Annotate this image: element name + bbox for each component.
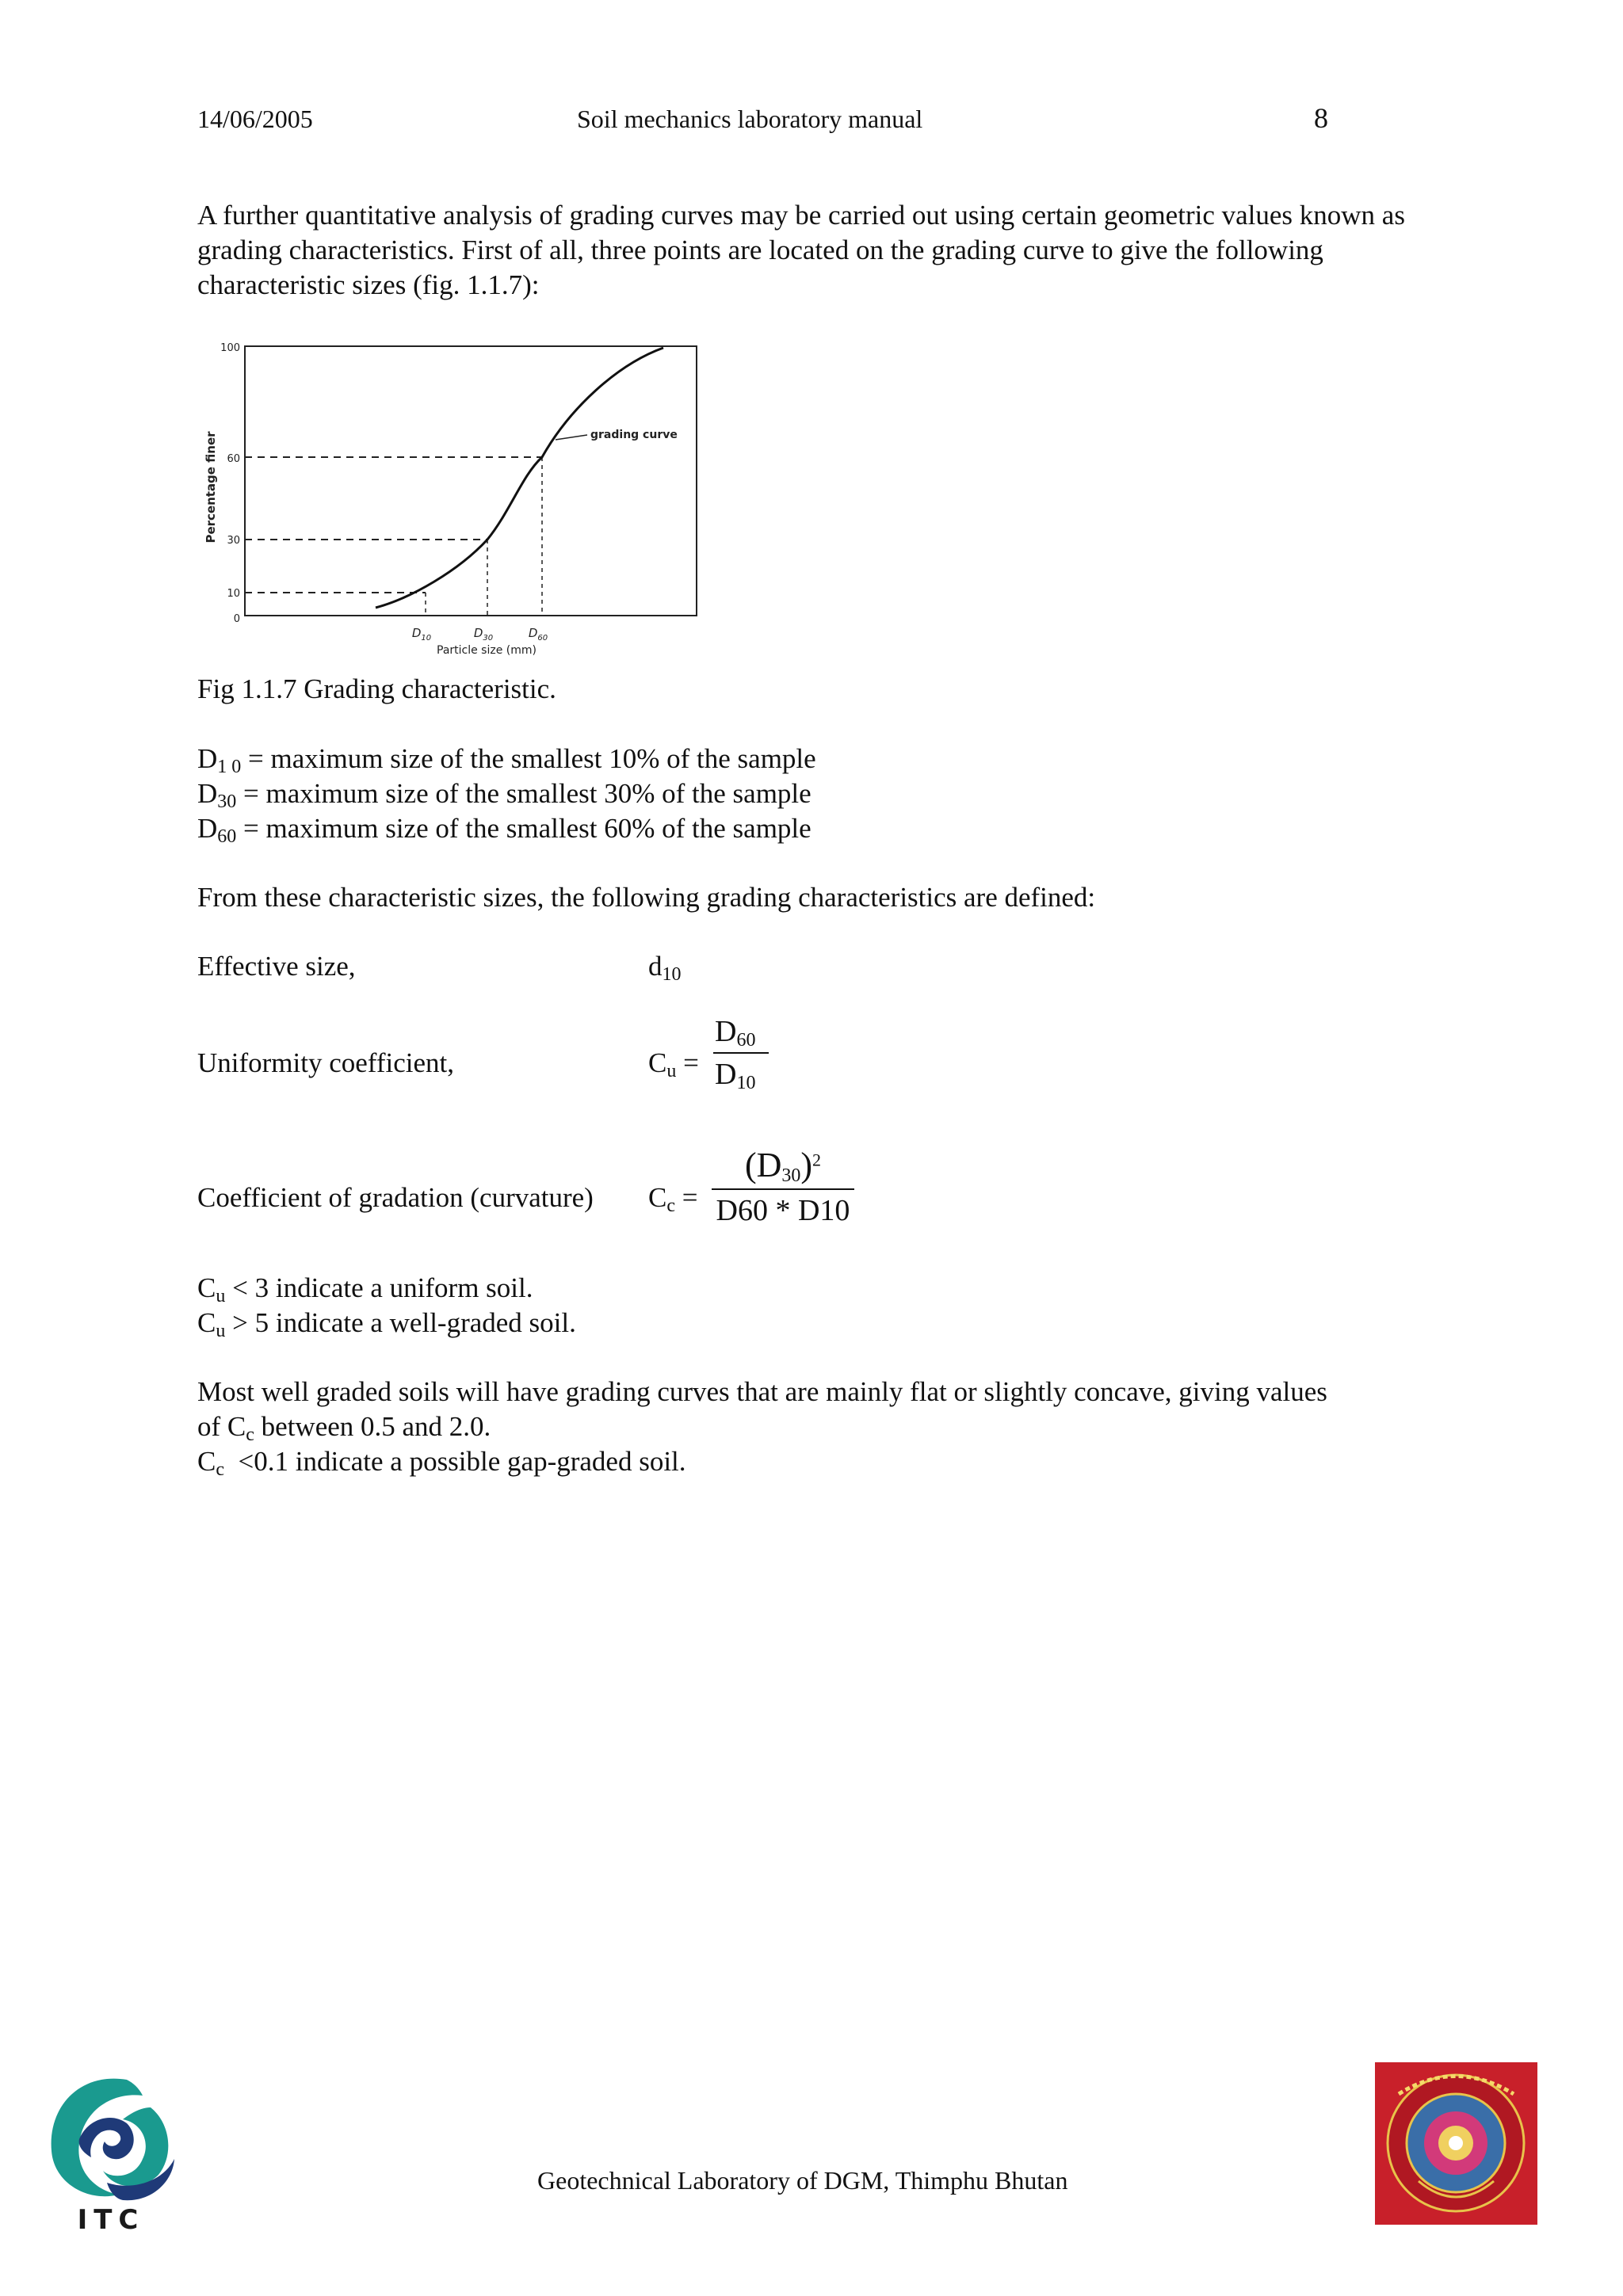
plot-frame [245, 346, 697, 616]
gradation-fraction: $(D_{30})^2$ D60 * D10 [712, 1145, 854, 1228]
header-title: Soil mechanics laboratory manual [577, 105, 923, 133]
intro-paragraph: A further quantitative analysis of grading curves may be carried out using certain geometric values known as grading characteristics. First of all, three points are located on the grading curve to give the following characteristic sizes (fig. 1.1.7): [197, 200, 1405, 300]
x-tick-d10: $D_{10}$ [411, 626, 432, 643]
curve-label-leader [556, 435, 587, 440]
dgm-seal-logo [1375, 2062, 1537, 2225]
y-tick-100: 100 [220, 342, 240, 354]
gradation-label: Coefficient of gradation (curvature) [197, 1182, 594, 1213]
y-tick-10: 10 [227, 588, 240, 600]
closing-line-1: Most well graded soils will have grading curves that are mainly flat or slightly concave, giving values [197, 1376, 1327, 1407]
closing-line-2: of $C_c$ between 0.5 and 2.0. [197, 1411, 491, 1445]
x-axis-label: Particle size (mm) [437, 644, 537, 657]
uniformity-fraction: $D_{60}$ $D_{10}$ [713, 1014, 769, 1092]
uniformity-lhs: $C_u$ = [648, 1047, 699, 1081]
curve-label: grading curve [590, 429, 678, 441]
x-tick-d30: $D_{30}$ [473, 626, 494, 643]
y-axis-label: Percentage finer [204, 431, 218, 543]
rule-uniform-soil: $C_u < 3$ indicate a uniform soil. [197, 1272, 533, 1306]
y-tick-60: 60 [227, 453, 240, 465]
uniformity-label: Uniformity coefficient, [197, 1047, 454, 1078]
definition-d10: $D_{1 0}$ = maximum size of the smallest 10% of the sample [197, 743, 816, 777]
footer-text: Geotechnical Laboratory of DGM, Thimphu Bhutan [537, 2166, 1068, 2195]
definition-d60: $D_{60}$ = maximum size of the smallest 60% of the sample [197, 813, 812, 847]
grading-characteristic-figure [197, 337, 724, 669]
itc-logo [32, 2064, 190, 2242]
closing-line-3: $C_c <0.1$ indicate a possible gap-graded soil. [197, 1446, 686, 1480]
effective-size-label: Effective size, [197, 951, 356, 982]
y-tick-30: 30 [227, 535, 240, 547]
header-date: 14/06/2005 [197, 105, 313, 133]
grading-curve [376, 348, 663, 608]
gradation-lhs: $C_c$ = [648, 1182, 698, 1216]
effective-size-symbol: $d_{10}$ [648, 951, 682, 985]
characteristics-intro: From these characteristic sizes, the following grading characteristics are defined: [197, 882, 1096, 913]
rule-well-graded-soil: $C_u > 5$ indicate a well-graded soil. [197, 1307, 576, 1341]
svg-text:ITC: ITC [77, 2204, 145, 2236]
x-tick-d60: $D_{60}$ [528, 626, 548, 643]
figure-caption: Fig 1.1.7 Grading characteristic. [197, 673, 556, 704]
definition-d30: $D_{30}$ = maximum size of the smallest 30% of the sample [197, 778, 812, 812]
y-tick-0: 0 [233, 613, 240, 625]
page-number: 8 [1314, 102, 1328, 134]
